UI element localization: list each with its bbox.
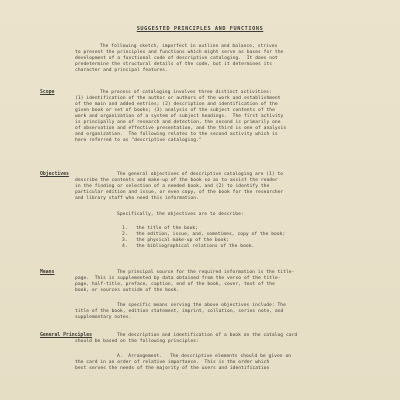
objective-item: 4. the bibliographical relations of the book. bbox=[122, 244, 255, 249]
page-title: SUGGESTED PRINCIPLES AND FUNCTIONS bbox=[136, 26, 264, 32]
scope-line: and organization. The following relates to the second activity which is bbox=[75, 132, 278, 137]
means-line: book, or sources outside of the book. bbox=[75, 288, 180, 293]
scope-line: work and organization of a system of subject headings. The first activity bbox=[75, 114, 284, 119]
principle-a-line: best serves the needs of the majority of the users and identification bbox=[75, 366, 270, 371]
section-heading-general-principles: General Principles bbox=[40, 333, 92, 338]
means-line: The principal source for the required information is the title- bbox=[117, 270, 295, 275]
objective-item: 1. the title of the book; bbox=[122, 226, 199, 231]
section-heading-objectives: Objectives bbox=[40, 172, 69, 177]
intro-line: development of a functional code of descriptive cataloging. It does not bbox=[75, 56, 278, 61]
intro-line: character and principal features. bbox=[75, 68, 168, 73]
section-heading-means: Means bbox=[40, 270, 55, 275]
general-line: The description and identification of a book on the catalog card bbox=[117, 333, 298, 338]
scope-line: is principally one of research and detection, the second is primarily one bbox=[75, 120, 281, 125]
scope-line: The process of cataloging involves three distinct activities: bbox=[100, 90, 272, 95]
section-heading-scope: Scope bbox=[40, 90, 55, 95]
scope-line: (1) identification of the author or authors of the work and establishment bbox=[75, 96, 281, 101]
principle-a-line: the card in an order of relative importance. This is the order which bbox=[75, 360, 270, 365]
objectives-line: in the finding or selection of a needed book, and (2) to identify the bbox=[75, 184, 270, 189]
objectives-line: describe the contents and make-up of the book so as to assist the reader bbox=[75, 178, 278, 183]
intro-line: to present the principles and functions which might serve as bases for the bbox=[75, 50, 284, 55]
objective-item: 3. the physical make-up of the book; bbox=[122, 238, 229, 243]
objective-item: 2. the edition, issue, and, sometimes, copy of the book; bbox=[122, 232, 286, 237]
principle-a-line: The descriptive elements should be given on bbox=[170, 354, 292, 359]
objectives-line: particular edition and issue, or even copy, of the book for the researcher bbox=[75, 190, 284, 195]
objectives-specific-intro: Specifically, the objectives are to describe: bbox=[117, 212, 244, 217]
objectives-line: The general objectives of descriptive cataloging are (1) to bbox=[117, 172, 284, 177]
means-line: page, half-title, preface, caption, end of the book, cover, text of the bbox=[75, 282, 275, 287]
principle-a-label: A. Arrangement. bbox=[117, 354, 163, 359]
scope-line: here referred to as "descriptive cataloging." bbox=[75, 138, 202, 143]
intro-line: The following sketch, imperfect in outline and balance, strives bbox=[100, 44, 278, 49]
means-line: page. This is supplemented by data obtained from the verso of the title- bbox=[75, 276, 281, 281]
intro-line: predetermine the structural details of the code, but it determines its bbox=[75, 62, 273, 67]
scope-line: of observation and effective presentation, and the third is one of analysis bbox=[75, 126, 287, 131]
objectives-line: and library staff who need this information. bbox=[75, 196, 199, 201]
general-line: should be based on the following principles: bbox=[75, 339, 199, 344]
means-line: title of the book, edition statement, imprint, collation, series note, and bbox=[75, 309, 284, 314]
scope-line: given book or set of books; (3) analysis of the subject contents of the bbox=[75, 108, 275, 113]
scope-line: of the main and added entries; (2) description and identification of the bbox=[75, 102, 278, 107]
means-line: supplementary notes. bbox=[75, 315, 132, 320]
means-line: The specific means serving the above objectives include: The bbox=[117, 303, 286, 308]
